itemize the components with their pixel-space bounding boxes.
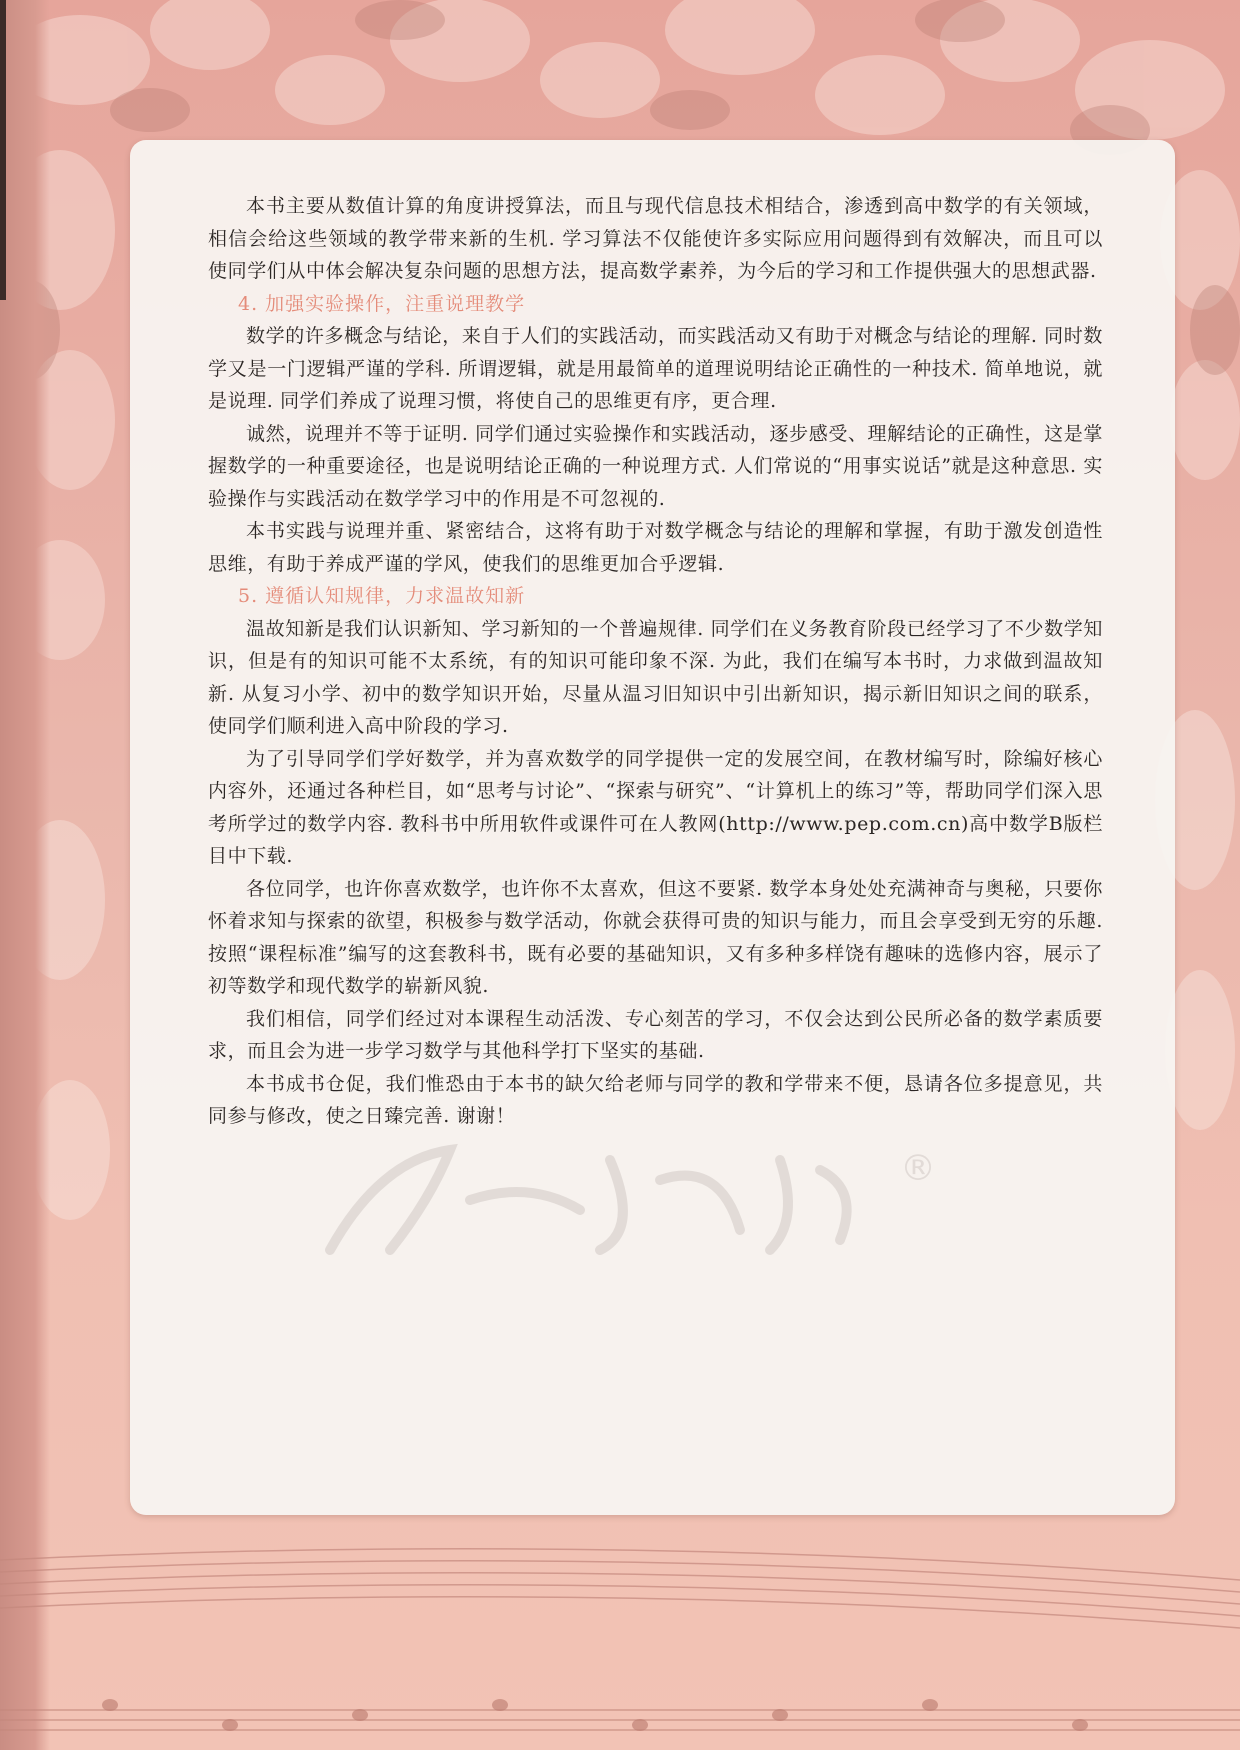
paragraph: 我们相信，同学们经过对本课程生动活泼、专心刻苦的学习，不仅会达到公民所必备的数学素质要求，而且会为进一步学习数学与其他科学打下坚实的基础. — [208, 1007, 1103, 1062]
paragraph: 温故知新是我们认识新知、学习新知的一个普遍规律. 同学们在义务教育阶段已经学习了不少数学知识，但是有的知识可能不太系统，有的知识可能印象不深. 为此，我们在编写本书时，力求做到温故知新. 从复习小学、初中的数学知识开始，尽量从温习旧知识中引出新知识，揭示新旧知识之间的联系，使同学们顺利进入高中阶段的学习. — [208, 617, 1103, 737]
paragraph: 本书主要从数值计算的角度讲授算法，而且与现代信息技术相结合，渗透到高中数学的有关领域，相信会给这些领域的教学带来新的生机. 学习算法不仅能使许多实际应用问题得到有效解决，而且可以使同学们从中体会解决复杂问题的思想方法，提高数学素养，为今后的学习和工作提供强大的思想武器. — [208, 195, 1103, 282]
section-heading-5: 5. 遵循认知规律，力求温故知新 — [238, 585, 526, 607]
section-heading-4: 4. 加强实验操作，注重说理教学 — [238, 292, 526, 315]
paragraph: 诚然，说理并不等于证明. 同学们通过实验操作和实践活动，逐步感受、理解结论的正确性，这是掌握数学的一种重要途径，也是说明结论正确的一种说理方式. 人们常说的“用事实说话”就是这种意思. 实验操作与实践活动在数学学习中的作用是不可忽视的. — [208, 422, 1103, 510]
left-shadow-band — [0, 0, 50, 1750]
binding-edge — [0, 0, 6, 300]
paragraph: 本书实践与说理并重、紧密结合，这将有助于对数学概念与结论的理解和掌握，有助于激发创造性思维，有助于养成严谨的学风，使我们的思维更加合乎逻辑. — [208, 520, 1103, 575]
paragraph: 为了引导同学们学好数学，并为喜欢数学的同学提供一定的发展空间，在教材编写时，除编好核心内容外，还通过各种栏目，如“思考与讨论”、“探索与研究”、“计算机上的练习”等，帮助同学们深入思考所学过的数学内容. 教科书中所用软件或课件可在人教网(http://www.pep.com.cn)高中数学B版栏目中下载. — [208, 747, 1103, 867]
preface-text — [208, 190, 1103, 1133]
paragraph: 各位同学，也许你喜欢数学，也许你不太喜欢，但这不要紧. 数学本身处处充满神奇与奥秘，只要你怀着求知与探索的欲望，积极参与数学活动，你就会获得可贵的知识与能力，而且会享受到无穷的乐趣. 按照“课程标准”编写的这套教科书，既有必要的基础知识，又有多种多样饶有趣味的选修内容，展示了初等数学和现代数学的崭新风貌. — [208, 877, 1103, 997]
paragraph: 数学的许多概念与结论，来自于人们的实践活动，而实践活动又有助于对概念与结论的理解. 同时数学又是一门逻辑严谨的学科. 所谓逻辑，就是用最简单的道理说明结论正确性的一种技术. 简单地说，就是说理. 同学们养成了说理习惯，将使自己的思维更有序，更合理. — [208, 325, 1103, 412]
registered-mark: ® — [900, 1148, 936, 1189]
music-staff-decoration — [0, 1520, 1240, 1750]
publisher-watermark — [300, 1140, 960, 1260]
paragraph: 本书成书仓促，我们惟恐由于本书的缺欠给老师与同学的教和学带来不便，恳请各位多提意见，共同参与修改，使之日臻完善. 谢谢！ — [208, 1072, 1103, 1127]
